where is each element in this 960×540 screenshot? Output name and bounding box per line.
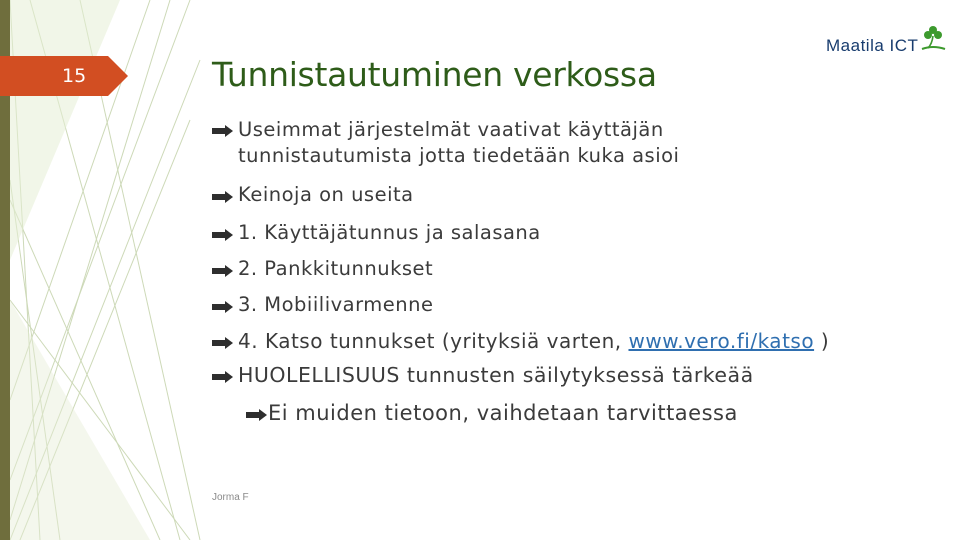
bullet-text: ) bbox=[814, 329, 830, 353]
bullet-arrow-icon bbox=[212, 183, 238, 207]
bullet-list bbox=[212, 117, 932, 425]
bullet-text: 2. Pankkitunnukset bbox=[238, 257, 434, 280]
sub-bullet-text: Ei muiden tietoon, vaihdetaan tarvittaessa bbox=[268, 401, 738, 425]
bullet-text: HUOLELLISUUS tunnusten säilytyksessä tärkeää bbox=[238, 363, 754, 387]
bullet-text: 4. Katso tunnukset (yrityksiä varten, bbox=[238, 329, 629, 353]
footer-author: Jorma F bbox=[212, 492, 249, 503]
bullet-item bbox=[212, 183, 932, 207]
bullet-item bbox=[212, 257, 932, 281]
bullet-text: tunnistautumista jotta tiedetään kuka asioi bbox=[238, 144, 680, 167]
slide-number: 15 bbox=[62, 65, 87, 87]
bullet-text: 3. Mobiilivarmenne bbox=[238, 293, 434, 316]
bullet-item bbox=[212, 363, 932, 387]
maatila-ict-logo bbox=[826, 30, 946, 56]
clover-icon bbox=[920, 24, 946, 56]
logo-text: Maatila ICT bbox=[826, 36, 919, 55]
bullet-text: 1. Käyttäjätunnus ja salasana bbox=[238, 221, 541, 244]
bullet-arrow-icon bbox=[212, 257, 238, 281]
bullet-arrow-icon bbox=[246, 401, 268, 425]
bullet-item bbox=[212, 293, 932, 317]
bullet-arrow-icon bbox=[212, 329, 238, 353]
slide-title: Tunnistautuminen verkossa bbox=[212, 55, 657, 94]
vero-katso-link[interactable]: www.vero.fi/katso bbox=[628, 329, 815, 353]
bullet-arrow-icon bbox=[212, 117, 238, 141]
bullet-text: Keinoja on useita bbox=[238, 183, 414, 206]
bullet-arrow-icon bbox=[212, 363, 238, 387]
bullet-arrow-icon bbox=[212, 293, 238, 317]
bullet-arrow-icon bbox=[212, 221, 238, 245]
bullet-item bbox=[212, 117, 932, 165]
sub-bullet-item bbox=[246, 401, 932, 425]
bullet-item bbox=[212, 329, 932, 353]
bullet-item bbox=[212, 221, 932, 245]
bullet-text: Useimmat järjestelmät vaativat käyttäjän bbox=[238, 118, 664, 141]
